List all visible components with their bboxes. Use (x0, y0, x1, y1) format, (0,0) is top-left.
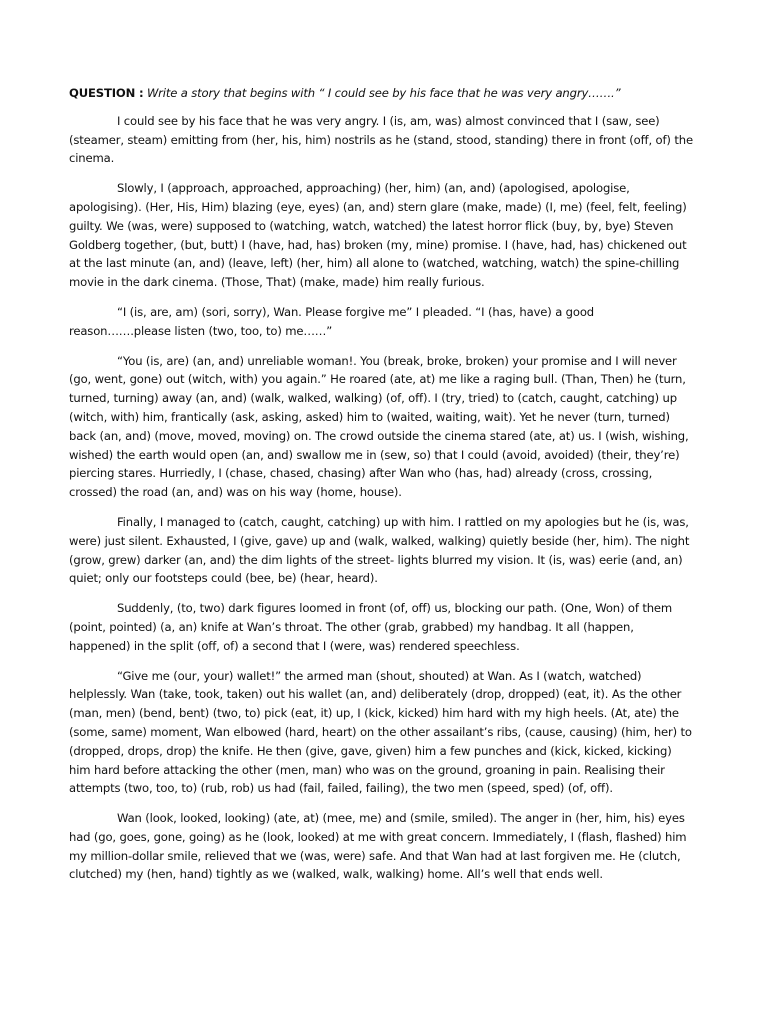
story-paragraph-8: Wan (look, looked, looking) (ate, at) (mee, me) and (smile, smiled). The anger in (her, him, his) eyes had (go, goes, gone, going) as he (look, looked) at me with great concern. Immediately, I (flash, flashed) him my million-dollar smile, relieved that we (was, were) safe. And that Wan had at last forgiven me. He (clutch, clutched) my (hen, hand) tightly as we (walked, walk, walking) home. All’s well that ends well. (69, 811, 687, 882)
question-line (69, 84, 693, 103)
question-label: QUESTION : (69, 86, 144, 100)
story-paragraph-3: “I (is, are, am) (sori, sorry), Wan. Please forgive me” I pleaded. “I (has, have) a good reason…….please listen (two, too, to) me……” (69, 304, 594, 338)
question-prompt: Write a story that begins with “ I could see by his face that he was very angry…….” (147, 86, 621, 100)
story-paragraph-1: I could see by his face that he was very angry. I (is, am, was) almost convinced that I (saw, see) (steamer, steam) emitting from (her, his, him) nostrils as he (stand, stood, standing) there in front (off, of) the cinema. (69, 113, 693, 166)
story-paragraph-7: “Give me (our, your) wallet!” the armed man (shout, shouted) at Wan. As I (watch, watched) helplessly. Wan (take, took, taken) out his wallet (an, and) deliberately (drop, dropped) (eat, it). As the other (man, men) (bend, bent) (two, to) pick (eat, it) up, I (kick, kicked) him hard with my high heels. (At, ate) the (some, same) moment, Wan elbowed (hard, heart) on the other assailant’s ribs, (cause, causing) (him, her) to (dropped, drops, drop) the knife. He then (give, gave, given) him a few punches and (kick, kicked, kicking) him hard before attacking the other (men, man) who was on the ground, groaning in pain. Realising their attempts (two, too, to) (rub, rob) us had (fail, failed, failing), the two men (speed, sped) (of, off). (69, 668, 692, 796)
story-paragraph-4: “You (is, are) (an, and) unreliable woman!. You (break, broke, broken) your promise and I will never (go, went, gone) out (witch, with) you again.” He roared (ate, at) me like a raging bull. (Than, Then) he (turn, turned, turning) away (an, and) (walk, walked, walking) (of, off). I (try, tried) to (catch, caught, catching) up (witch, with) him, frantically (ask, asking, asked) him to (waited, waiting, wait). Yet he never (turn, turned) back (an, and) (move, moved, moving) on. The crowd outside the cinema stared (ate, at) us. I (wish, wishing, wished) the earth would open (an, and) swallow me in (sew, so) that I could (avoid, avoided) (their, they’re) piercing stares. Hurriedly, I (chase, chased, chasing) after Wan who (has, had) already (cross, crossing, crossed) the road (an, and) was on his way (home, house). (69, 353, 689, 500)
story-paragraph-2: Slowly, I (approach, approached, approaching) (her, him) (an, and) (apologised, apologise, apologising). (Her, His, Him) blazing (eye, eyes) (an, and) stern glare (make, made) (I, me) (feel, felt, feeling) guilty. We (was, were) supposed to (watching, watch, watched) the latest horror flick (buy, by, bye) Steven Goldberg together, (but, butt) I (have, had, has) broken (my, mine) promise. I (have, had, has) chickened out at the last minute (an, and) (leave, left) (her, him) all alone to (watched, watching, watch) the spine-chilling movie in the dark cinema. (Those, That) (make, made) him really furious. (69, 181, 687, 290)
story-paragraph-6: Suddenly, (to, two) dark figures loomed in front (of, off) us, blocking our path. (One, Won) of them (point, pointed) (a, an) knife at Wan’s throat. The other (grab, grabbed) my handbag. It all (happen, happened) in the split (off, of) a second that I (were, was) rendered speechless. (69, 601, 673, 653)
document-page (69, 84, 693, 895)
story-paragraph-5: Finally, I managed to (catch, caught, catching) up with him. I rattled on my apologies but he (is, was, were) just silent. Exhausted, I (give, gave) up and (walk, walked, walking) quietly beside (her, him). The night (grow, grew) darker (an, and) the dim lights of the street- lights blurred my vision. It (is, was) eerie (and, an) quiet; only our footsteps could (bee, be) (hear, heard). (69, 514, 690, 586)
